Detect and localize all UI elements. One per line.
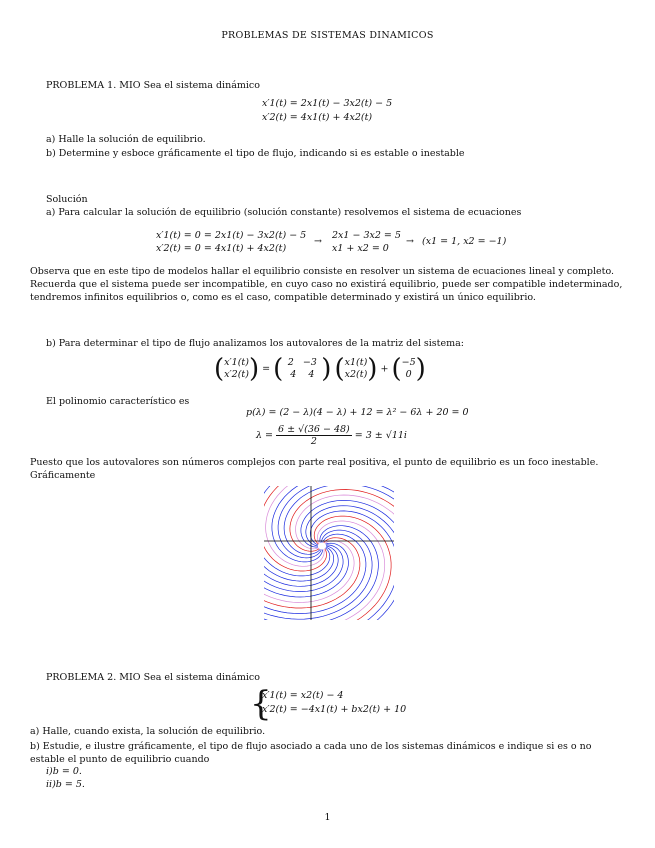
observation-paragraph: Observa que en este tipo de modelos hallar el equilibrio consiste en resolver un sistema de ecuaciones lineal y completo. Recuerda que el sistema puede ser incompatible, en cuyo caso no existirá equilibrio, puede ser compatible indeterminado, tendremos infinitos equilibrios o, como es el caso, compatible determinado y existirá un único equilibrio. [30,266,623,303]
system-left-eq2: x′2(t) = 0 = 4x1(t) + 4x2(t) [156,243,287,254]
problem1-question-a: a) Halle la solución de equilibrio. [46,134,206,145]
problem2-intro: Sea el sistema dinámico [143,672,260,683]
problem1-statement [46,80,260,91]
problem1-eq2: x′2(t) = 4x1(t) + 4x2(t) [262,112,373,123]
arrow-1: → [314,236,322,247]
problem2-eq1: x′1(t) = x2(t) − 4 [262,690,344,701]
phase-portrait-plot [264,486,394,620]
matrix-equation: ( x′1(t) x′2(t) ) = ( 2 −3 4 4 ) ( x1(t) x2(t) ) + ( −5 0 ) [214,354,426,384]
problem2-statement [46,672,260,683]
problem2-question-a: a) Halle, cuando exista, la solución de equilibrio. [30,726,266,737]
eigenvalue-formula: λ = $\frac{6 \pm √(36 - 48)}{2}$ = 3 ± √11i [256,424,407,447]
problem2-question-b: b) Estudie, e ilustre gráficamente, el tipo de flujo asociado a cada uno de los sistemas dinámicos e indique si es o no estable el punto de equilibrio cuando [30,741,592,765]
system-left-eq1: x′1(t) = 0 = 2x1(t) − 3x2(t) − 5 [156,230,307,241]
problem2-eq2: x′2(t) = −4x1(t) + bx2(t) + 10 [262,704,407,715]
arrow-2: → [406,236,414,247]
page-number: 1 [324,812,331,823]
problem1-intro: Sea el sistema dinámico [143,80,260,91]
problem2-case-1: i)b = 0. [46,766,82,777]
solution-part-a-intro: a) Para calcular la solución de equilibrio (solución constante) resolvemos el sistema de ecuaciones [46,207,522,218]
system-mid-eq2: x1 + x2 = 0 [332,243,389,254]
plus-sign: + [380,363,389,375]
poly-label: El polinomio característico es [46,396,190,407]
solution-heading: Solución [46,194,88,205]
vector-x: x1(t) x2(t) [344,357,368,380]
problem1-heading: PROBLEMA 1. MIO [46,80,141,91]
system-mid-eq1: 2x1 − 3x2 = 5 [332,230,401,241]
problem1-eq1: x′1(t) = 2x1(t) − 3x2(t) − 5 [262,98,393,109]
page-title: PROBLEMAS DE SISTEMAS DINAMICOS [221,30,434,41]
vector-constant: −5 0 [401,357,416,380]
solution-part-b-intro: b) Para determinar el tipo de flujo analizamos los autovalores de la matriz del sistema: [46,338,464,349]
system-matrix: 2 −3 4 4 [287,357,317,380]
characteristic-polynomial: p(λ) = (2 − λ)(4 − λ) + 12 = λ² − 6λ + 20 = 0 [246,407,469,418]
problem2-case-2: ii)b = 5. [46,779,85,790]
problem2-heading: PROBLEMA 2. MIO [46,672,141,683]
problem1-question-b: b) Determine y esboce gráficamente el tipo de flujo, indicando si es estable o inestable [46,148,465,159]
vector-lhs: x′1(t) x′2(t) [224,357,249,380]
equals-sign: = [262,363,271,375]
system-brace: { [250,684,272,724]
conclusion-paragraph: Puesto que los autovalores son números complejos con parte real positiva, el punto de equilibrio es un foco inestable. Gráficamente [30,457,599,481]
equilibrium-result: (x1 = 1, x2 = −1) [422,236,507,247]
